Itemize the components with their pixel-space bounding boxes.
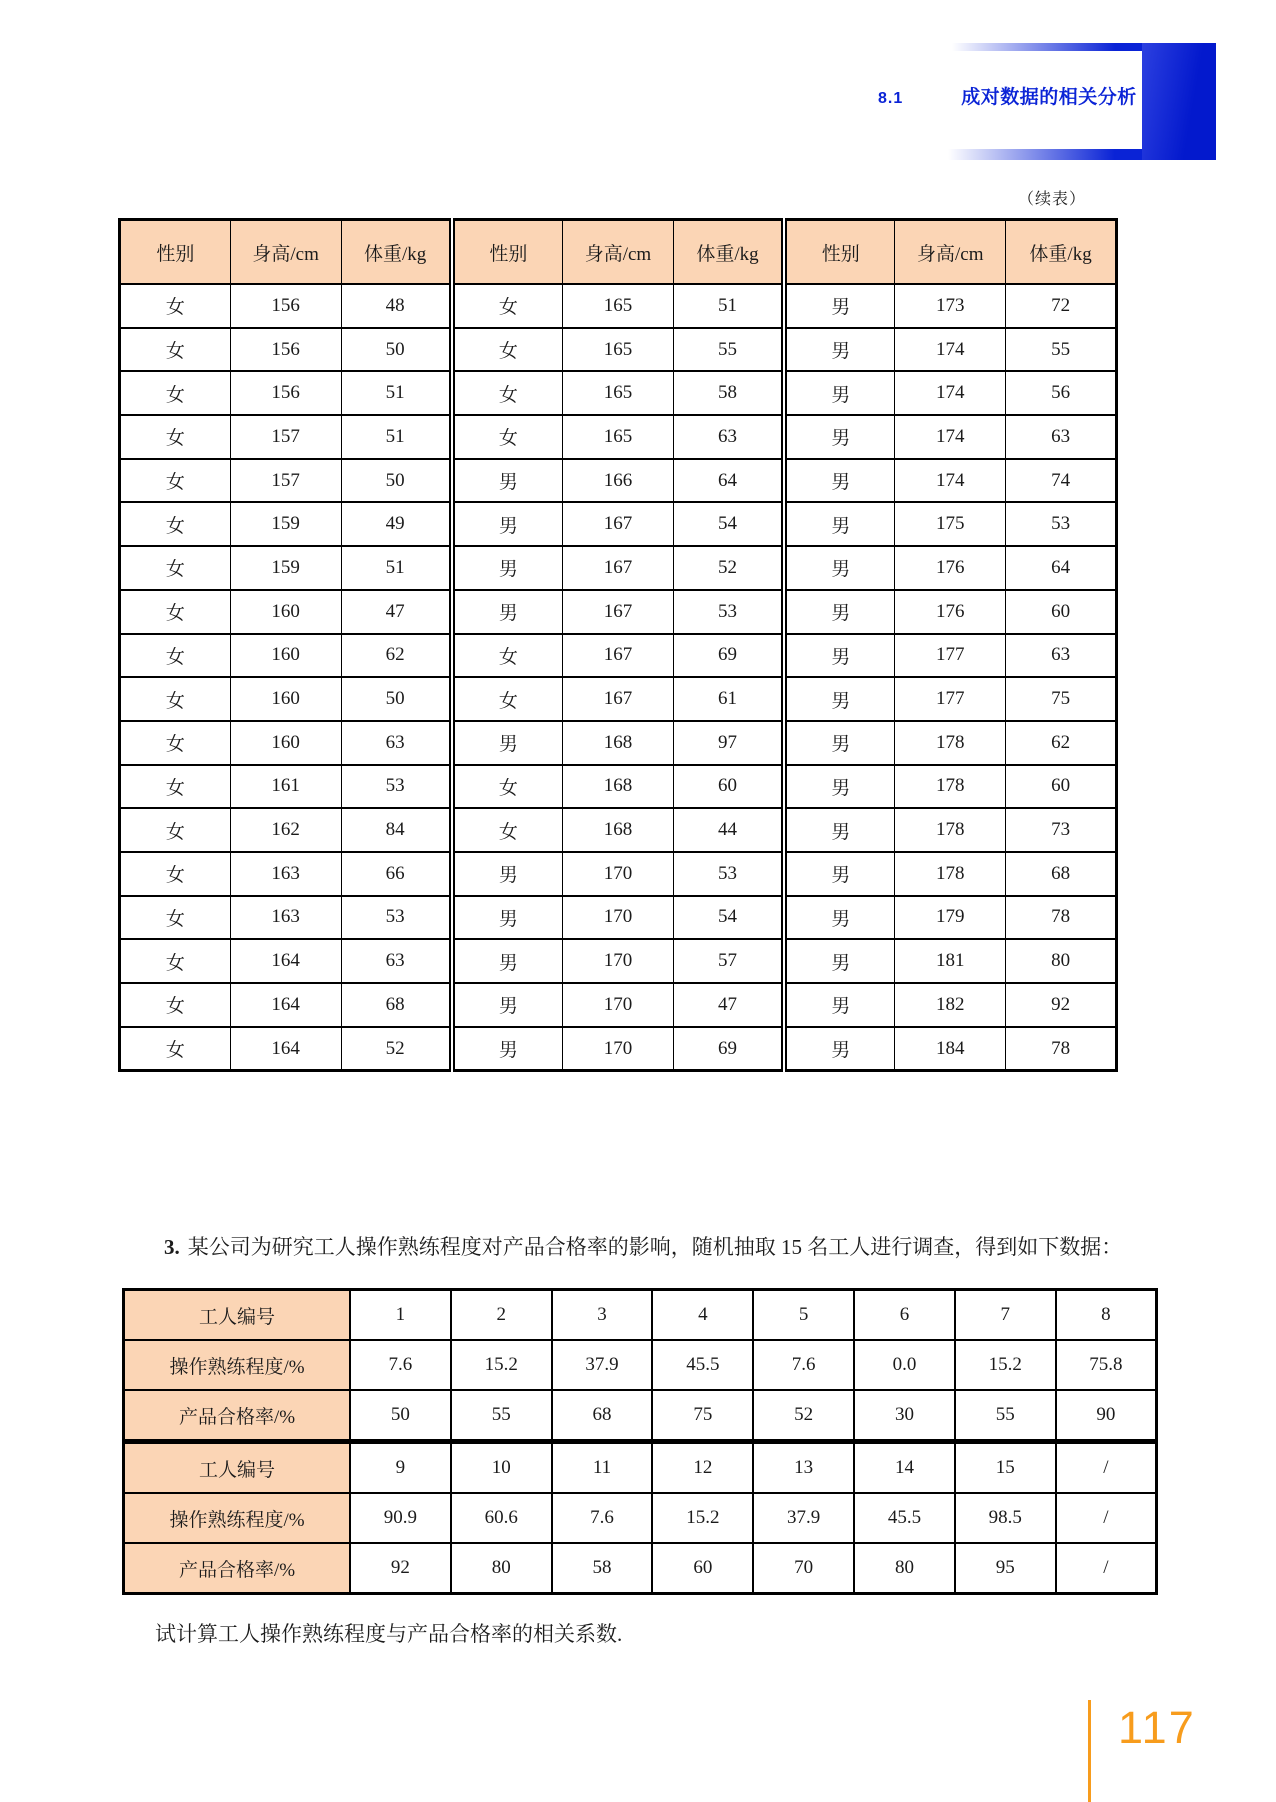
table-cell: 170 bbox=[563, 896, 674, 940]
row-header: 操作熟练程度/% bbox=[124, 1493, 351, 1543]
table-cell: 70 bbox=[753, 1543, 854, 1594]
table-cell: 女 bbox=[452, 328, 563, 372]
table-row bbox=[120, 634, 1117, 678]
table-cell: 15.2 bbox=[451, 1340, 552, 1390]
table-cell: 178 bbox=[895, 721, 1006, 765]
table-cell: 50 bbox=[341, 459, 452, 503]
table-cell: 78 bbox=[1006, 896, 1117, 940]
table-cell: 69 bbox=[673, 1027, 784, 1071]
table-row bbox=[120, 983, 1117, 1027]
table-row bbox=[120, 808, 1117, 852]
table-cell: 167 bbox=[563, 634, 674, 678]
table-cell: 52 bbox=[673, 546, 784, 590]
table-cell: 男 bbox=[452, 459, 563, 503]
table-cell: 女 bbox=[120, 284, 231, 328]
table-cell: / bbox=[1056, 1543, 1157, 1594]
table-cell: 男 bbox=[784, 721, 895, 765]
table-cell: 160 bbox=[230, 677, 341, 721]
table-cell: 女 bbox=[120, 808, 231, 852]
table-cell: 97 bbox=[673, 721, 784, 765]
table-row bbox=[120, 590, 1117, 634]
table-cell: 63 bbox=[341, 939, 452, 983]
table-cell: 女 bbox=[120, 459, 231, 503]
table-cell: 8 bbox=[1056, 1290, 1157, 1341]
table-cell: 男 bbox=[784, 852, 895, 896]
table-row bbox=[120, 415, 1117, 459]
table-cell: 男 bbox=[452, 721, 563, 765]
worker-data-table bbox=[122, 1288, 1158, 1595]
table-row bbox=[120, 328, 1117, 372]
table-cell: 174 bbox=[895, 371, 1006, 415]
table-cell: 54 bbox=[673, 896, 784, 940]
table-cell: 75 bbox=[652, 1390, 753, 1442]
table-cell: 15.2 bbox=[955, 1340, 1056, 1390]
table-cell: 80 bbox=[854, 1543, 955, 1594]
section-number: 8.1 bbox=[878, 90, 904, 107]
table-cell: 170 bbox=[563, 983, 674, 1027]
table-cell: 52 bbox=[341, 1027, 452, 1071]
question-text: 试计算工人操作熟练程度与产品合格率的相关系数. bbox=[155, 1622, 623, 1646]
table-cell: 63 bbox=[1006, 415, 1117, 459]
table-cell: 47 bbox=[673, 983, 784, 1027]
row-header: 产品合格率/% bbox=[124, 1543, 351, 1594]
table-cell: 55 bbox=[451, 1390, 552, 1442]
paired-table-body bbox=[120, 284, 1117, 1071]
table-cell: 3 bbox=[552, 1290, 653, 1341]
table-row bbox=[124, 1543, 1157, 1594]
table-cell: 14 bbox=[854, 1442, 955, 1494]
table-cell: 74 bbox=[1006, 459, 1117, 503]
table-cell: 168 bbox=[563, 765, 674, 809]
table-row bbox=[120, 371, 1117, 415]
table-cell: 160 bbox=[230, 590, 341, 634]
table-cell: 45.5 bbox=[652, 1340, 753, 1390]
table-cell: 57 bbox=[673, 939, 784, 983]
table-cell: 167 bbox=[563, 502, 674, 546]
table-cell: 女 bbox=[120, 415, 231, 459]
table-cell: 男 bbox=[784, 502, 895, 546]
column-header: 身高/cm bbox=[230, 220, 341, 285]
table-cell: 男 bbox=[452, 939, 563, 983]
table-cell: 9 bbox=[350, 1442, 451, 1494]
table-cell: 179 bbox=[895, 896, 1006, 940]
header-gradient-bar-bottom bbox=[948, 149, 1144, 160]
table-cell: 181 bbox=[895, 939, 1006, 983]
table-cell: 90.9 bbox=[350, 1493, 451, 1543]
table-cell: 12 bbox=[652, 1442, 753, 1494]
table-cell: 63 bbox=[1006, 634, 1117, 678]
table-cell: / bbox=[1056, 1493, 1157, 1543]
table-cell: 170 bbox=[563, 852, 674, 896]
table-cell: 178 bbox=[895, 808, 1006, 852]
footer-divider-line bbox=[1088, 1700, 1091, 1802]
table-cell: 男 bbox=[784, 328, 895, 372]
table-cell: 75.8 bbox=[1056, 1340, 1157, 1390]
table-cell: 73 bbox=[1006, 808, 1117, 852]
table-cell: 160 bbox=[230, 721, 341, 765]
table-cell: 80 bbox=[451, 1543, 552, 1594]
table-cell: 54 bbox=[673, 502, 784, 546]
table-cell: 男 bbox=[784, 677, 895, 721]
paired-data-table bbox=[118, 218, 1118, 1072]
table-cell: 女 bbox=[120, 939, 231, 983]
table-row bbox=[120, 939, 1117, 983]
table-cell: 60 bbox=[1006, 765, 1117, 809]
table-cell: 2 bbox=[451, 1290, 552, 1341]
table-cell: 90 bbox=[1056, 1390, 1157, 1442]
table-cell: 7 bbox=[955, 1290, 1056, 1341]
row-header: 产品合格率/% bbox=[124, 1390, 351, 1442]
table-cell: 174 bbox=[895, 415, 1006, 459]
table-cell: 165 bbox=[563, 371, 674, 415]
table-cell: 160 bbox=[230, 634, 341, 678]
table-row bbox=[120, 765, 1117, 809]
table-cell: 女 bbox=[120, 634, 231, 678]
table-cell: 10 bbox=[451, 1442, 552, 1494]
table-row bbox=[120, 284, 1117, 328]
table-cell: 30 bbox=[854, 1390, 955, 1442]
table-cell: 37.9 bbox=[552, 1340, 653, 1390]
table-row bbox=[124, 1390, 1157, 1442]
table-cell: 37.9 bbox=[753, 1493, 854, 1543]
table-cell: 157 bbox=[230, 459, 341, 503]
table-cell: 56 bbox=[1006, 371, 1117, 415]
column-header: 体重/kg bbox=[1006, 220, 1117, 285]
table-cell: 女 bbox=[120, 502, 231, 546]
table-cell: 170 bbox=[563, 1027, 674, 1071]
column-header: 性别 bbox=[120, 220, 231, 285]
column-header: 性别 bbox=[784, 220, 895, 285]
table-cell: 5 bbox=[753, 1290, 854, 1341]
table-cell: 男 bbox=[784, 371, 895, 415]
table-cell: 159 bbox=[230, 546, 341, 590]
table-cell: 50 bbox=[341, 328, 452, 372]
table-cell: 98.5 bbox=[955, 1493, 1056, 1543]
table-row bbox=[124, 1442, 1157, 1494]
table-cell: 女 bbox=[120, 721, 231, 765]
table-cell: 50 bbox=[341, 677, 452, 721]
column-header: 体重/kg bbox=[341, 220, 452, 285]
table-cell: 156 bbox=[230, 371, 341, 415]
table-cell: 178 bbox=[895, 852, 1006, 896]
table-cell: 51 bbox=[673, 284, 784, 328]
table-cell: 女 bbox=[120, 896, 231, 940]
table-cell: 60 bbox=[1006, 590, 1117, 634]
table-cell: 182 bbox=[895, 983, 1006, 1027]
table-cell: 45.5 bbox=[854, 1493, 955, 1543]
table-cell: 女 bbox=[120, 983, 231, 1027]
table-cell: 60 bbox=[673, 765, 784, 809]
row-header: 工人编号 bbox=[124, 1290, 351, 1341]
table-cell: 7.6 bbox=[552, 1493, 653, 1543]
table-cell: 156 bbox=[230, 284, 341, 328]
table-cell: 53 bbox=[673, 852, 784, 896]
table-cell: 176 bbox=[895, 546, 1006, 590]
paired-table-header-row bbox=[120, 220, 1117, 285]
problem-number: 3. bbox=[164, 1235, 180, 1259]
table-cell: 58 bbox=[673, 371, 784, 415]
table-cell: 165 bbox=[563, 415, 674, 459]
table-cell: 156 bbox=[230, 328, 341, 372]
table-cell: 95 bbox=[955, 1543, 1056, 1594]
table-cell: 55 bbox=[1006, 328, 1117, 372]
table-cell: 女 bbox=[120, 677, 231, 721]
table-cell: 69 bbox=[673, 634, 784, 678]
table-row bbox=[120, 502, 1117, 546]
table-cell: 男 bbox=[452, 1027, 563, 1071]
table-cell: 女 bbox=[120, 328, 231, 372]
table-cell: 162 bbox=[230, 808, 341, 852]
table-cell: 男 bbox=[784, 765, 895, 809]
table-cell: 女 bbox=[452, 415, 563, 459]
table-cell: 6 bbox=[854, 1290, 955, 1341]
table-cell: 53 bbox=[341, 765, 452, 809]
table-cell: 53 bbox=[673, 590, 784, 634]
table-cell: 167 bbox=[563, 590, 674, 634]
table-cell: 男 bbox=[784, 459, 895, 503]
table-cell: 55 bbox=[673, 328, 784, 372]
paired-table-head bbox=[120, 220, 1117, 285]
table-cell: 男 bbox=[784, 590, 895, 634]
table-cell: 75 bbox=[1006, 677, 1117, 721]
table-cell: 174 bbox=[895, 459, 1006, 503]
table-cell: 177 bbox=[895, 677, 1006, 721]
table-cell: 80 bbox=[1006, 939, 1117, 983]
column-header: 身高/cm bbox=[895, 220, 1006, 285]
table-cell: 63 bbox=[673, 415, 784, 459]
table-cell: 女 bbox=[452, 284, 563, 328]
table-cell: 15.2 bbox=[652, 1493, 753, 1543]
column-header: 身高/cm bbox=[563, 220, 674, 285]
table-cell: 11 bbox=[552, 1442, 653, 1494]
table-cell: 男 bbox=[452, 983, 563, 1027]
table-cell: 男 bbox=[452, 502, 563, 546]
table-cell: 男 bbox=[784, 1027, 895, 1071]
table-cell: 4 bbox=[652, 1290, 753, 1341]
table-cell: 女 bbox=[120, 765, 231, 809]
table-cell: 女 bbox=[452, 808, 563, 852]
table-cell: 177 bbox=[895, 634, 1006, 678]
table-cell: 60.6 bbox=[451, 1493, 552, 1543]
table-cell: 0.0 bbox=[854, 1340, 955, 1390]
table-cell: 女 bbox=[120, 852, 231, 896]
table-cell: 164 bbox=[230, 939, 341, 983]
table-cell: 62 bbox=[341, 634, 452, 678]
table-cell: 男 bbox=[452, 896, 563, 940]
table-row bbox=[124, 1493, 1157, 1543]
table-row bbox=[120, 852, 1117, 896]
table-cell: 64 bbox=[1006, 546, 1117, 590]
table-cell: 51 bbox=[341, 371, 452, 415]
table-cell: 女 bbox=[452, 677, 563, 721]
table-cell: 159 bbox=[230, 502, 341, 546]
table-cell: 168 bbox=[563, 808, 674, 852]
table-cell: / bbox=[1056, 1442, 1157, 1494]
table-cell: 13 bbox=[753, 1442, 854, 1494]
table-cell: 男 bbox=[784, 415, 895, 459]
table-cell: 44 bbox=[673, 808, 784, 852]
table-cell: 165 bbox=[563, 284, 674, 328]
table-cell: 男 bbox=[784, 546, 895, 590]
table-cell: 51 bbox=[341, 546, 452, 590]
table-row bbox=[124, 1290, 1157, 1341]
table-cell: 53 bbox=[1006, 502, 1117, 546]
table-cell: 女 bbox=[452, 634, 563, 678]
section-title: 成对数据的相关分析 bbox=[961, 87, 1137, 108]
table-cell: 92 bbox=[350, 1543, 451, 1594]
table-cell: 男 bbox=[452, 546, 563, 590]
table-cell: 女 bbox=[120, 590, 231, 634]
table-row bbox=[120, 896, 1117, 940]
table-cell: 50 bbox=[350, 1390, 451, 1442]
table-row bbox=[120, 459, 1117, 503]
table-cell: 女 bbox=[452, 371, 563, 415]
header-gradient-bar-top bbox=[952, 43, 1144, 51]
table-cell: 女 bbox=[452, 765, 563, 809]
table-cell: 170 bbox=[563, 939, 674, 983]
table-cell: 166 bbox=[563, 459, 674, 503]
table-cell: 157 bbox=[230, 415, 341, 459]
table-cell: 68 bbox=[552, 1390, 653, 1442]
table-row bbox=[120, 1027, 1117, 1071]
table-cell: 72 bbox=[1006, 284, 1117, 328]
table-row bbox=[120, 677, 1117, 721]
table-cell: 163 bbox=[230, 852, 341, 896]
running-head bbox=[878, 82, 1137, 109]
table-cell: 7.6 bbox=[753, 1340, 854, 1390]
table-cell: 176 bbox=[895, 590, 1006, 634]
table-cell: 164 bbox=[230, 1027, 341, 1071]
table-cell: 161 bbox=[230, 765, 341, 809]
table-row bbox=[120, 546, 1117, 590]
table-cell: 175 bbox=[895, 502, 1006, 546]
table-cell: 15 bbox=[955, 1442, 1056, 1494]
table-cell: 61 bbox=[673, 677, 784, 721]
table-cell: 58 bbox=[552, 1543, 653, 1594]
table-row bbox=[124, 1340, 1157, 1390]
problem-paragraph bbox=[122, 1224, 1162, 1270]
column-header: 性别 bbox=[452, 220, 563, 285]
column-header: 体重/kg bbox=[673, 220, 784, 285]
table-cell: 男 bbox=[784, 983, 895, 1027]
table-cell: 48 bbox=[341, 284, 452, 328]
table-cell: 68 bbox=[341, 983, 452, 1027]
table-cell: 女 bbox=[120, 546, 231, 590]
table-cell: 女 bbox=[120, 1027, 231, 1071]
table-cell: 163 bbox=[230, 896, 341, 940]
table-cell: 164 bbox=[230, 983, 341, 1027]
table-cell: 62 bbox=[1006, 721, 1117, 765]
table-cell: 男 bbox=[452, 852, 563, 896]
table-cell: 173 bbox=[895, 284, 1006, 328]
table-cell: 47 bbox=[341, 590, 452, 634]
table-row bbox=[120, 721, 1117, 765]
table-cell: 184 bbox=[895, 1027, 1006, 1071]
table-cell: 178 bbox=[895, 765, 1006, 809]
table-cell: 165 bbox=[563, 328, 674, 372]
table-cell: 男 bbox=[784, 284, 895, 328]
table-cell: 78 bbox=[1006, 1027, 1117, 1071]
table-cell: 49 bbox=[341, 502, 452, 546]
worker-table-body bbox=[124, 1290, 1157, 1594]
table-cell: 174 bbox=[895, 328, 1006, 372]
table-cell: 68 bbox=[1006, 852, 1117, 896]
table-cell: 167 bbox=[563, 677, 674, 721]
table-cell: 男 bbox=[784, 939, 895, 983]
table-cell: 53 bbox=[341, 896, 452, 940]
table-cell: 女 bbox=[120, 371, 231, 415]
table-cell: 男 bbox=[452, 590, 563, 634]
table-cell: 167 bbox=[563, 546, 674, 590]
table-cell: 84 bbox=[341, 808, 452, 852]
table-cell: 7.6 bbox=[350, 1340, 451, 1390]
table-cell: 63 bbox=[341, 721, 452, 765]
row-header: 工人编号 bbox=[124, 1442, 351, 1494]
table-cell: 55 bbox=[955, 1390, 1056, 1442]
table-cell: 66 bbox=[341, 852, 452, 896]
table-cell: 168 bbox=[563, 721, 674, 765]
table-cell: 92 bbox=[1006, 983, 1117, 1027]
table-cell: 60 bbox=[652, 1543, 753, 1594]
table-cell: 64 bbox=[673, 459, 784, 503]
table-cell: 男 bbox=[784, 896, 895, 940]
row-header: 操作熟练程度/% bbox=[124, 1340, 351, 1390]
page-number: 117 bbox=[1118, 1702, 1196, 1753]
problem-text: 某公司为研究工人操作熟练程度对产品合格率的影响，随机抽取 15 名工人进行调查，得到如下数据： bbox=[187, 1235, 1123, 1259]
table-cell: 51 bbox=[341, 415, 452, 459]
continued-table-label: （续表） bbox=[1018, 191, 1087, 208]
table-cell: 52 bbox=[753, 1390, 854, 1442]
table-cell: 1 bbox=[350, 1290, 451, 1341]
table-cell: 男 bbox=[784, 808, 895, 852]
table-cell: 男 bbox=[784, 634, 895, 678]
header-blue-block bbox=[1142, 43, 1216, 160]
